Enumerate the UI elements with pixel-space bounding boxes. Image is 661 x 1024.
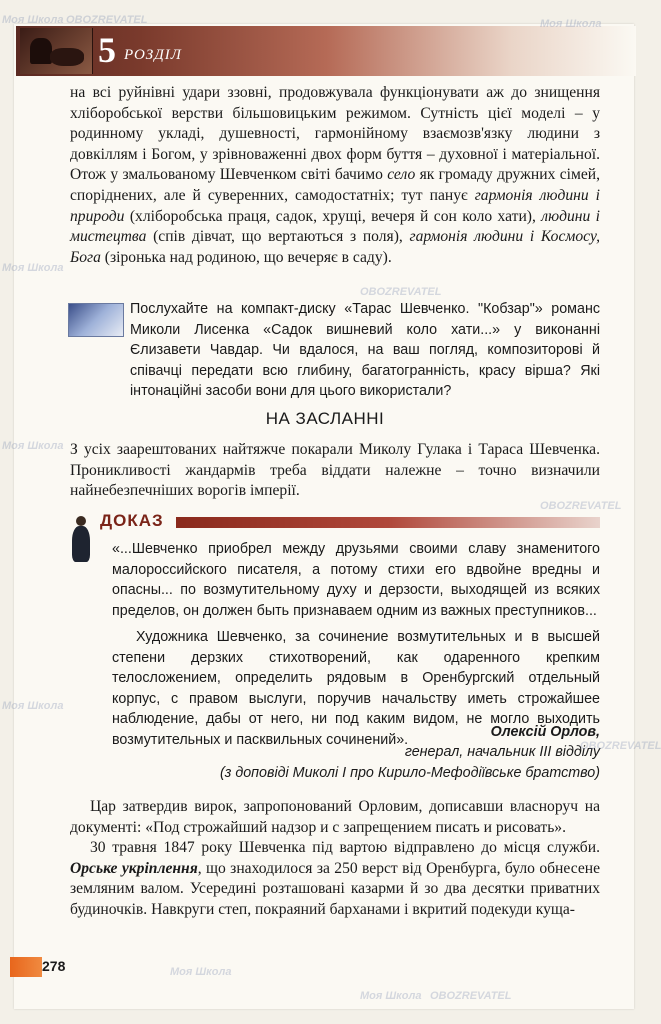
rider-figure [30,38,52,64]
dokaz-label: ДОКАЗ [100,511,164,530]
text-span: (зіронька над родиною, що вечеряє в саду). [100,248,392,266]
paragraph-1 [70,83,600,268]
text-span: (хліборобська праця, садок, хрущі, вечеря й сон коло хати), [124,207,542,225]
watermark: Моя Школа [360,990,422,1002]
quote-1-text: «...Шевченко приобрел между друзьями своими славу знаменитого малороссийского писателя, а потому стихи его вдвойне вредны и опасны... по возмутительному духу и дерзости, выходящей из всяких пределов, он должен быть признаваем одним из важных преступников... [112,541,600,619]
text-span: , що знаходилося за 250 верст від Оренбурга, було обнесене земляним валом. Усередині розташовані казарми й зо два десятки приватних будиночків. Навкруги степ, покраяний барханами і вкритий подекуди куща- [70,859,601,918]
person-silhouette-icon [70,516,92,562]
emphasis-selo: село [387,166,416,184]
paragraph-3a-text: Цар затвердив вирок, запропонований Орловим, дописавши власноруч на документі: «Под строжайший надзор и с запрещением писать и рисовать». [70,798,600,836]
text-span: на всі руйнівні удари ззовні, продовжувала функціонувати аж до знищення хліборобської верстви більшовицьким режимом. Сутність цієї моделі – у родинному укладі, душевності, гармонійному взаємозв'язку людини з довкіллям і Богом, у зрівноваженні двох форм буття – духовної і матеріальної. Отож у змальованому Шевченком світі бачимо [70,84,600,184]
watermark: Моя Школа [2,440,64,452]
page-number-tab [10,957,42,977]
chapter-label: РОЗДІЛ [124,47,182,63]
section-title: НА ЗАСЛАННІ [265,409,385,428]
cd-icon [68,303,124,337]
watermark: OBOZREVATEL [66,14,148,26]
figure-head [76,516,86,526]
figure-body [72,526,90,562]
attribution-source: (з доповіді Миколі І про Кирило-Мефодіївське братство) [219,765,600,781]
text-span: 30 травня 1847 року Шевченка під вартою відправлено до місця служби. [90,839,600,857]
watermark: OBOZREVATEL [430,990,512,1002]
dokaz-divider [176,517,600,528]
horse-figure [50,48,84,66]
paragraph-3 [70,797,600,921]
emphasis-orsk: Орське укріплення [70,859,198,877]
text-span: як громаду дружних сімей, споріднених, але й суверенних, самодостатніх; тут панує [70,166,600,204]
watermark: OBOZREVATEL [580,740,661,752]
watermark: OBOZREVATEL [360,286,442,298]
watermark: OBOZREVATEL [540,500,622,512]
emphasis-harmony-nature: гармонія людини і природи [70,186,600,225]
paragraph-3b-text [70,838,600,920]
paragraph-2-text: З усіх заарештованих найтяжче покарали Миколу Гулака і Тараса Шевченка. Проникливості жандармів треба віддати належне – точно визначили найнебезпечніших ворогів імперії. [70,441,600,500]
watermark: Моя Школа [2,700,64,712]
paragraph-2 [70,440,600,502]
emphasis-harmony-art: людини і мистецтва [70,207,601,246]
chapter-number: 5 [98,30,116,70]
page-number: 278 [42,958,66,974]
emphasis-harmony-cosmos: гармонія людини і Космосу, Бога [70,228,601,266]
watermark: Моя Школа [2,14,64,26]
watermark: Моя Школа [540,18,602,30]
text-span: (спів дівчат, що вертаються з поля), [146,228,410,246]
quote-2-text: Художника Шевченко, за сочинение возмутительных и в высшей степени дерзких стихотворений, как одаренного крепким телосложением, определить рядовым в Оренбургский отдельный корпус, с правом выслуги, поручив начальству иметь строжайшее наблюдение, дабы от него, ни под каким видом, не могло выходить возмутительных и пасквильных сочинений». [112,629,600,748]
watermark: Моя Школа [170,966,232,978]
attribution-role: генерал, начальник ІІІ відділу [404,744,600,760]
attribution-name: Олексій Орлов, [490,724,600,740]
quote-1 [112,539,600,621]
watermark: Моя Школа [2,262,64,274]
header-illustration [20,28,93,74]
listen-task: Послухайте на компакт-диску «Тарас Шевченко. "Кобзар"» романс Миколи Лисенка «Садок вишневий коло хати...» у виконанні Єлизавети Чавдар. Чи вдалося, на ваш погляд, композиторові й співачці передати всю глибину, багатогранність, красу вірша? Які інтонаційні засоби вони для цього використали? [130,301,600,400]
